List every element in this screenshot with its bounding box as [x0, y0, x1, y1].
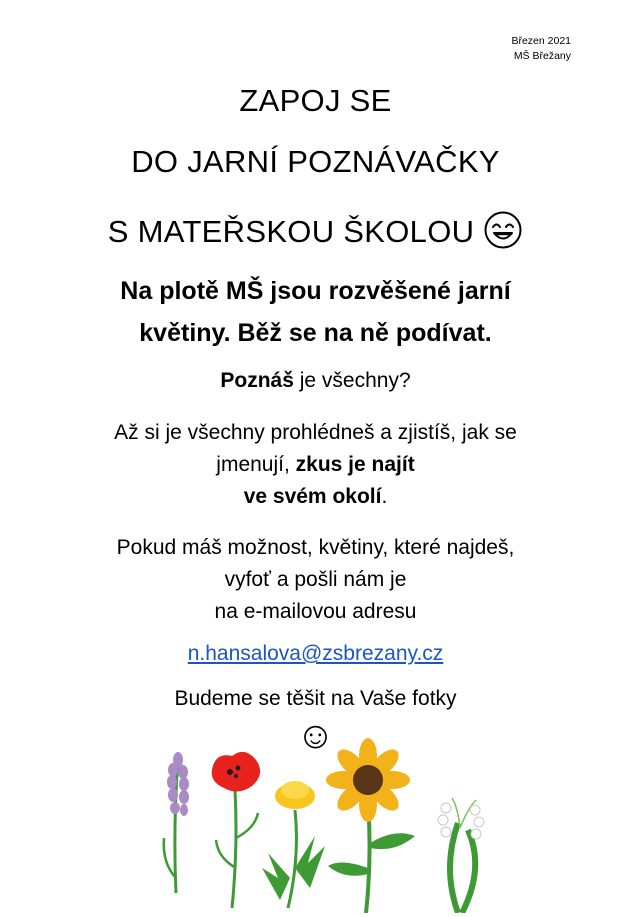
paragraph1-line-1: Až si je všechny prohlédneš a zjistíš, jak se [114, 421, 517, 444]
headline-line-1: Na plotě MŠ jsou rozvěšené jarní [120, 277, 511, 305]
paragraph1-line-3-bold: ve svém okolí [243, 485, 382, 508]
poppy-icon [212, 752, 260, 908]
email-line [0, 642, 631, 666]
date-label: Březen 2021 [511, 35, 571, 47]
closing-text: Budeme se těšit na Vaše fotky [174, 687, 457, 710]
school-label: MŠ Břežany [513, 50, 571, 62]
lavender-icon [164, 752, 189, 893]
paragraph1-line-2-bold: zkus je najít [295, 453, 415, 476]
sunflower-icon [326, 738, 415, 913]
paragraph1-line-3-end: . [381, 485, 388, 508]
headline-line-2: květiny. Běž se na ně podívat. [139, 319, 492, 347]
email-link[interactable]: n.hansalova@zsbrezany.cz [187, 642, 444, 665]
paragraph1-line-2 [0, 453, 631, 477]
paragraph1-line-2-plain: jmenují, [216, 453, 296, 476]
title-line-3 [0, 210, 631, 258]
title-line-1: ZAPOJ SE [239, 83, 392, 118]
paragraph2-line-2: vyfoť a pošli nám je [224, 568, 407, 591]
document-header [511, 34, 571, 64]
paragraph1-line-3 [0, 485, 631, 509]
closing-smiley: ☺ [296, 715, 335, 757]
dandelion-icon [262, 781, 325, 908]
question-bold: Poznáš [220, 369, 294, 392]
question-line [0, 369, 631, 393]
lily-of-the-valley-icon [438, 798, 484, 913]
paragraph2-line-1: Pokud máš možnost, květiny, které najdeš, [116, 536, 515, 559]
question-rest: je všechny? [293, 369, 411, 392]
flowers-illustration [140, 718, 500, 913]
smiling-face-icon [483, 210, 523, 258]
paragraph2-line-3: na e-mailovou adresu [214, 600, 417, 623]
title-line-2: DO JARNÍ POZNÁVAČKY [131, 144, 500, 179]
title-line-3-text: S MATEŘSKOU ŠKOLOU [107, 214, 475, 250]
